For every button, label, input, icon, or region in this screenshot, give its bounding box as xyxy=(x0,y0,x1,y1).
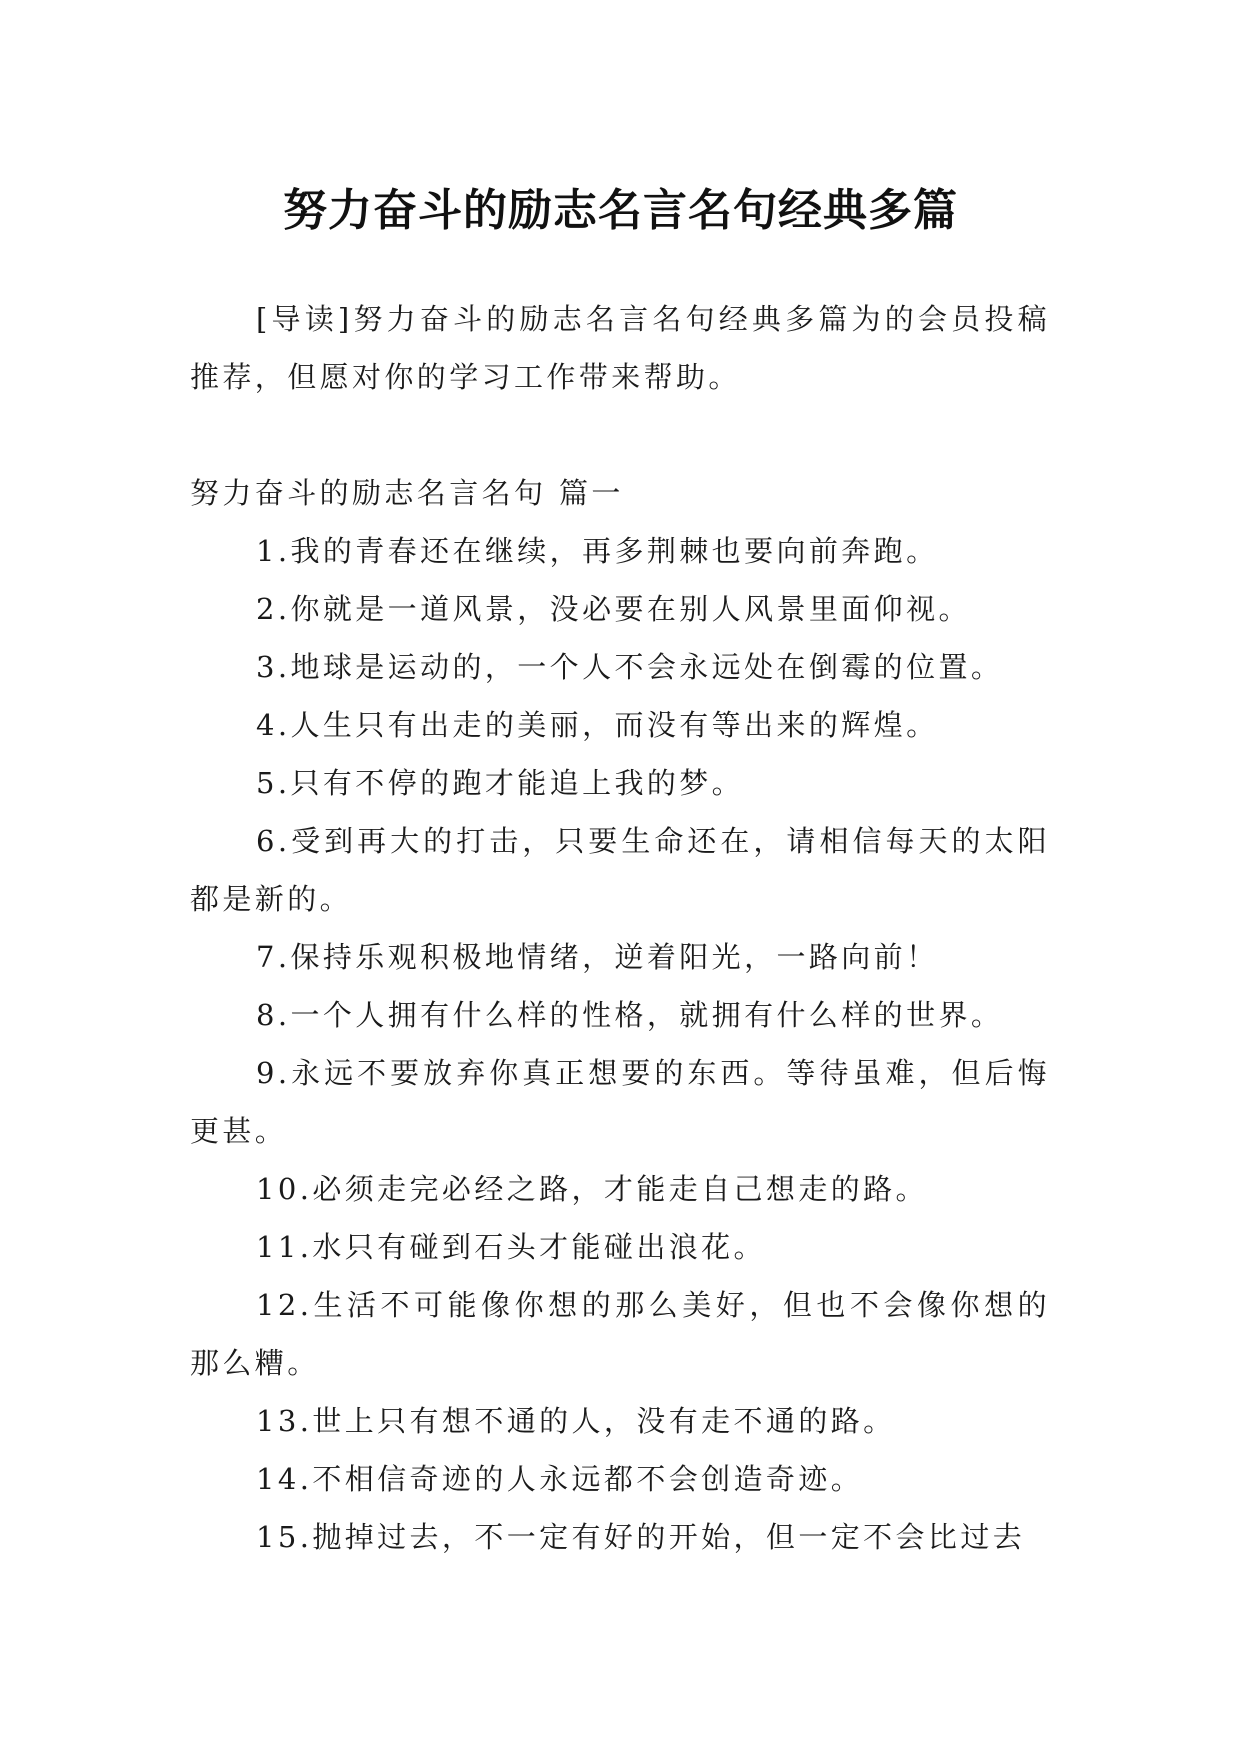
quote-item: 9.永远不要放弃你真正想要的东西。等待虽难，但后悔更甚。 xyxy=(190,1056,1050,1148)
quote-item: 14.不相信奇迹的人永远都不会创造奇迹。 xyxy=(256,1462,864,1496)
quote-item: 5.只有不停的跑才能追上我的梦。 xyxy=(256,766,745,800)
quote-list xyxy=(190,522,1050,1566)
quote-item: 7.保持乐观积极地情绪，逆着阳光，一路向前！ xyxy=(256,940,939,974)
quote-item: 6.受到再大的打击，只要生命还在，请相信每天的太阳都是新的。 xyxy=(190,824,1050,916)
document-body xyxy=(190,290,1050,1566)
quote-item: 10.必须走完必经之路，才能走自己想走的路。 xyxy=(256,1172,928,1206)
section-heading: 努力奋斗的励志名言名句 篇一 xyxy=(190,476,624,510)
quote-item: 3.地球是运动的，一个人不会永远处在倒霉的位置。 xyxy=(256,650,1004,684)
quote-item: 8.一个人拥有什么样的性格，就拥有什么样的世界。 xyxy=(256,998,1004,1032)
quote-item: 1.我的青春还在继续，再多荆棘也要向前奔跑。 xyxy=(256,534,939,568)
quote-item: 11.水只有碰到石头才能碰出浪花。 xyxy=(256,1230,766,1264)
quote-item: 15.抛掉过去，不一定有好的开始，但一定不会比过去 xyxy=(256,1520,1026,1554)
intro-paragraph: [导读]努力奋斗的励志名言名句经典多篇为的会员投稿推荐，但愿对你的学习工作带来帮助。 xyxy=(190,302,1050,394)
quote-item: 12.生活不可能像你想的那么美好，但也不会像你想的那么糟。 xyxy=(190,1288,1050,1380)
document-title: 努力奋斗的励志名言名句经典多篇 xyxy=(283,185,958,237)
quote-item: 2.你就是一道风景，没必要在别人风景里面仰视。 xyxy=(256,592,971,626)
quote-item: 4.人生只有出走的美丽，而没有等出来的辉煌。 xyxy=(256,708,939,742)
quote-item: 13.世上只有想不通的人，没有走不通的路。 xyxy=(256,1404,896,1438)
